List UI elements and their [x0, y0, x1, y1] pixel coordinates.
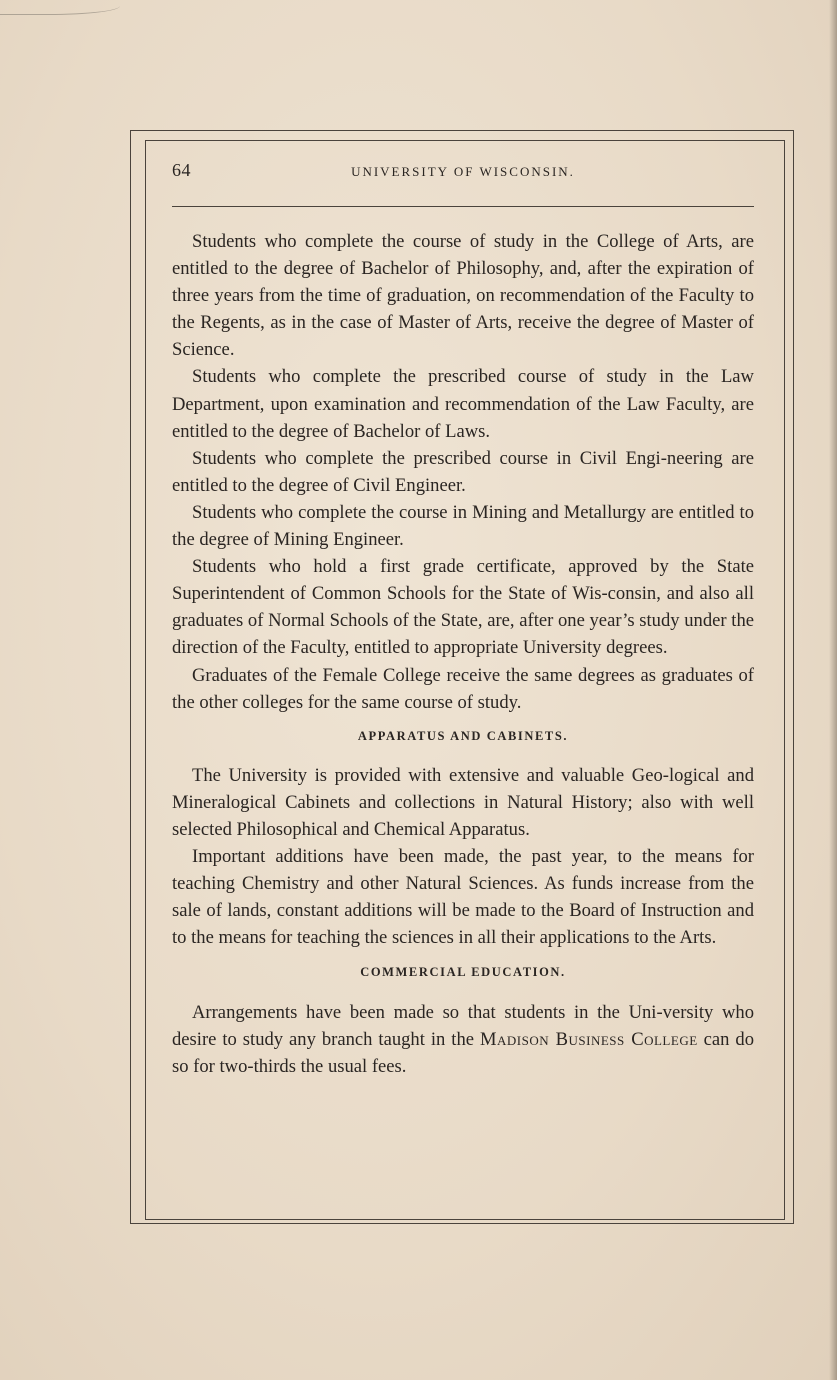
page-body: [172, 228, 754, 1080]
business-college-name: Madison Business College: [479, 1028, 698, 1050]
commercial-text-after: can do so for two-thirds the usual fees.: [172, 1028, 754, 1077]
paragraph-female-college: Graduates of the Female College receive the same degrees as graduates of the other colleges for the same course of study.: [172, 664, 754, 713]
paragraph-philosophy-degree: Students who complete the course of study in the College of Arts, are entitled to the degree of Bachelor of Philosophy, and, after the expiration of three years from the time of graduation, on recommendation of the Faculty to the Regents, as in the case of Master of Arts, receive the degree of Master of Science.: [172, 231, 754, 361]
paragraph-certificate-holders: Students who hold a first grade certificate, approved by the State Superintendent of Common Schools for the State of Wis-consin, and also all graduates of Normal Schools of the State, are, after one year’s study under the direction of the Faculty, entitled to appropriate University degrees.: [172, 556, 754, 659]
page-header: [172, 160, 754, 184]
page-edge-shadow: [829, 0, 837, 1380]
paragraph-cabinets: The University is provided with extensive and valuable Geo-logical and Mineralogical Cabinets and collections in Natural History; also with well selected Philosophical and Chemical Apparatus.: [172, 764, 754, 840]
degrees-section: [172, 228, 754, 716]
apparatus-heading: APPARATUS AND CABINETS.: [357, 728, 569, 743]
header-rule: [172, 206, 754, 207]
apparatus-section: [172, 723, 754, 952]
commercial-heading: COMMERCIAL EDUCATION.: [360, 965, 566, 980]
paragraph-business-college: [172, 999, 754, 1080]
commercial-section: [172, 959, 754, 1079]
paragraph-mining-engineer: Students who complete the course in Mining and Metallurgy are entitled to the degree of Mining Engineer.: [172, 501, 754, 551]
paragraph-law-degree: Students who complete the prescribed course of study in the Law Department, upon examination and recommendation of the Law Faculty, are entitled to the degree of Bachelor of Laws.: [172, 366, 754, 442]
paragraph-additions: Important additions have been made, the past year, to the means for teaching Chemistry and other Natural Sciences. As funds increase from the sale of lands, constant additions will be made to the Board of Instruction and to the means for teaching the sciences in all their applications to the Arts.: [172, 846, 754, 949]
running-head: UNIVERSITY OF WISCONSIN.: [351, 164, 575, 179]
commercial-text-before: Arrangements have been made so that students in the Uni-versity who desire to study any branch taught in the: [172, 1001, 754, 1050]
page-number: 64: [172, 160, 191, 180]
paragraph-civil-engineer: Students who complete the prescribed course in Civil Engi-neering are entitled to the degree of Civil Engineer.: [172, 447, 754, 496]
